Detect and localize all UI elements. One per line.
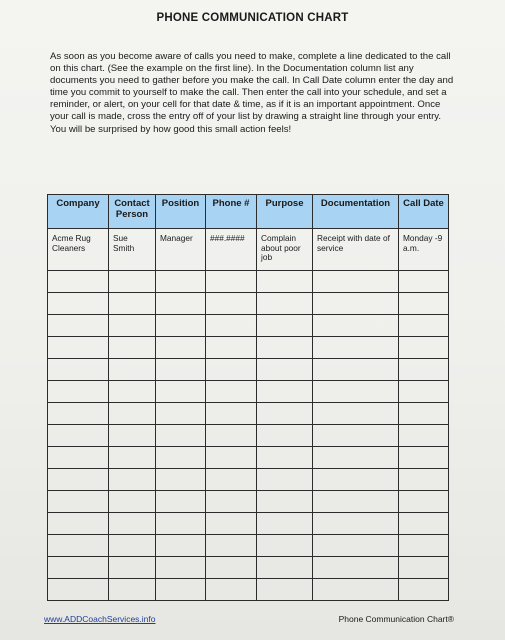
blank-entry-cell [156,359,206,381]
blank-entry-cell [48,403,109,425]
example-company-cell: Acme Rug Cleaners [48,229,109,271]
blank-entry-cell [399,381,449,403]
blank-entry-cell [109,293,156,315]
blank-entry-row [48,491,449,513]
blank-entry-cell [313,513,399,535]
call-chart-table [47,194,449,601]
blank-entry-row [48,381,449,403]
blank-entry-row [48,513,449,535]
blank-entry-cell [257,557,313,579]
blank-entry-cell [109,403,156,425]
blank-entry-cell [48,425,109,447]
blank-entry-cell [257,491,313,513]
blank-entry-cell [206,579,257,601]
blank-entry-cell [48,469,109,491]
blank-entry-cell [313,469,399,491]
blank-entry-cell [206,381,257,403]
example-phone-cell: ###.#### [206,229,257,271]
blank-entry-cell [109,447,156,469]
blank-entry-cell [399,315,449,337]
blank-entry-row [48,403,449,425]
blank-entry-cell [257,337,313,359]
blank-entry-cell [313,535,399,557]
blank-entry-cell [109,469,156,491]
blank-entry-cell [206,425,257,447]
column-header-contact-person: Contact Person [109,195,156,229]
blank-entry-cell [257,293,313,315]
blank-entry-cell [313,425,399,447]
blank-entry-cell [156,579,206,601]
example-row [48,229,449,271]
column-header-call-date: Call Date [399,195,449,229]
blank-entry-cell [399,557,449,579]
blank-entry-cell [109,315,156,337]
example-position-cell: Manager [156,229,206,271]
blank-entry-cell [156,425,206,447]
blank-entry-cell [156,403,206,425]
blank-entry-cell [206,469,257,491]
blank-entry-cell [156,293,206,315]
blank-entry-cell [399,271,449,293]
blank-entry-cell [48,381,109,403]
column-header-documentation: Documentation [313,195,399,229]
blank-entry-cell [48,447,109,469]
blank-entry-cell [156,447,206,469]
blank-entry-cell [156,535,206,557]
blank-entry-row [48,293,449,315]
footer-website-link[interactable]: www.ADDCoachServices.info [44,614,156,624]
blank-entry-cell [399,513,449,535]
column-header-phone: Phone # [206,195,257,229]
blank-entry-cell [206,557,257,579]
blank-entry-cell [399,469,449,491]
footer-chart-title: Phone Communication Chart® [338,614,454,624]
blank-entry-cell [206,315,257,337]
blank-entry-cell [48,579,109,601]
blank-entry-cell [48,535,109,557]
blank-entry-cell [206,403,257,425]
blank-entry-cell [109,381,156,403]
blank-entry-cell [109,535,156,557]
blank-entry-cell [206,535,257,557]
blank-entry-cell [399,447,449,469]
blank-entry-cell [257,513,313,535]
blank-entry-row [48,469,449,491]
blank-entry-cell [313,491,399,513]
blank-entry-row [48,579,449,601]
blank-entry-cell [257,469,313,491]
blank-entry-cell [156,271,206,293]
blank-entry-cell [313,271,399,293]
blank-entry-cell [257,271,313,293]
blank-entry-row [48,535,449,557]
blank-entry-cell [48,293,109,315]
blank-entry-cell [399,359,449,381]
blank-entry-cell [399,425,449,447]
blank-entry-cell [399,337,449,359]
blank-entry-cell [156,491,206,513]
blank-entry-cell [48,359,109,381]
blank-entry-cell [313,403,399,425]
instructions-paragraph: As soon as you become aware of calls you need to make, complete a line dedicated to the call on this chart. (See the example on the first line). In the Documentation column list any documents you need to gather before you make the call. In Call Date column enter the day and time you commit to yourself to make the call. Then enter the call into your schedule, and set a reminder, or alert, on your cell for that date & time, as if it is an important appointment. Once your call is made, cross the entry off of your list by drawing a straight line through your entry. You will be surprised by how good this small action feels! [50,51,454,135]
blank-entry-cell [156,337,206,359]
blank-entry-cell [206,337,257,359]
blank-entry-row [48,557,449,579]
blank-entry-cell [48,315,109,337]
blank-entry-cell [257,359,313,381]
blank-entry-cell [399,491,449,513]
blank-entry-cell [313,337,399,359]
blank-entry-cell [109,491,156,513]
blank-entry-cell [399,535,449,557]
page-title: PHONE COMMUNICATION CHART [156,12,349,24]
blank-entry-cell [156,469,206,491]
blank-entry-cell [206,513,257,535]
blank-entry-cell [109,557,156,579]
blank-entry-cell [206,491,257,513]
blank-entry-cell [156,315,206,337]
blank-entry-cell [313,557,399,579]
blank-entry-cell [48,271,109,293]
example-documentation-cell: Receipt with date of service [313,229,399,271]
example-contact-cell: Sue Smith [109,229,156,271]
blank-entry-cell [257,535,313,557]
blank-entry-cell [206,359,257,381]
blank-entry-cell [48,491,109,513]
blank-entry-cell [206,447,257,469]
blank-entry-cell [109,271,156,293]
blank-entry-cell [109,337,156,359]
column-header-position: Position [156,195,206,229]
blank-entry-cell [48,557,109,579]
blank-entry-cell [313,447,399,469]
blank-entry-cell [206,293,257,315]
example-call-date-cell: Monday -9 a.m. [399,229,449,271]
blank-entry-cell [206,271,257,293]
blank-entry-cell [109,359,156,381]
blank-entry-cell [399,293,449,315]
blank-entry-cell [257,425,313,447]
example-purpose-cell: Complain about poor job [257,229,313,271]
blank-entry-cell [109,425,156,447]
blank-entry-cell [109,513,156,535]
blank-entry-cell [156,513,206,535]
blank-entry-cell [313,359,399,381]
blank-entry-cell [48,513,109,535]
blank-entry-cell [257,447,313,469]
blank-entry-cell [313,293,399,315]
blank-entry-row [48,315,449,337]
blank-entry-cell [257,381,313,403]
blank-entry-cell [257,579,313,601]
blank-entry-cell [109,579,156,601]
blank-entry-cell [313,579,399,601]
blank-entry-row [48,359,449,381]
blank-entry-cell [313,381,399,403]
blank-entry-cell [399,403,449,425]
blank-entry-cell [156,381,206,403]
table-header-row [48,195,449,229]
blank-entry-row [48,425,449,447]
column-header-purpose: Purpose [257,195,313,229]
blank-entry-cell [399,579,449,601]
column-header-company: Company [48,195,109,229]
blank-entry-row [48,447,449,469]
blank-entry-row [48,337,449,359]
blank-entry-cell [257,403,313,425]
blank-entry-cell [48,337,109,359]
blank-entry-cell [257,315,313,337]
blank-entry-cell [156,557,206,579]
blank-entry-row [48,271,449,293]
blank-entry-cell [313,315,399,337]
